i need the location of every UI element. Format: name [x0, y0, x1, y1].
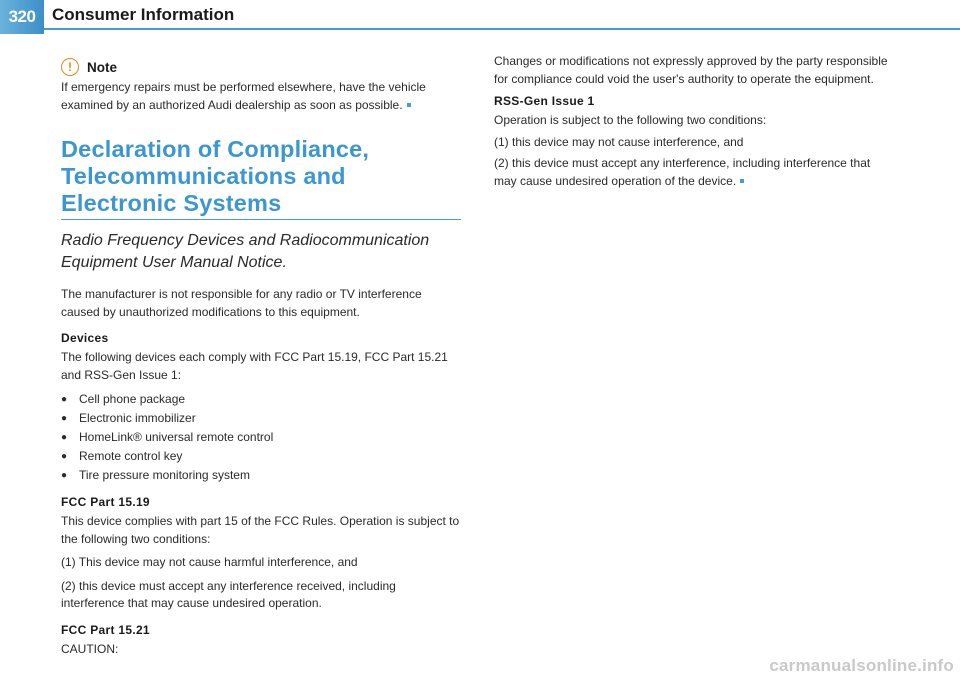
page-header-title: Consumer Information [52, 5, 235, 24]
fcc-15-19-condition-2: (2) this device must accept any interference received, including interference that may cause undesired operation. [61, 578, 396, 610]
note-label: Note [87, 59, 117, 75]
rss-gen-heading: RSS-Gen Issue 1 [494, 94, 595, 108]
end-of-section-marker [407, 103, 411, 107]
header-rule [44, 28, 960, 30]
list-item: ● Electronic immobilizer [61, 411, 196, 425]
devices-text: The following devices each comply with FCC Part 15.19, FCC Part 15.21 and RSS-Gen Issue 1: [61, 350, 448, 382]
note-header [61, 58, 461, 76]
list-item: ● Remote control key [61, 449, 183, 463]
watermark: carmanualsonline.info [769, 656, 954, 675]
exclamation-circle-icon: ! [61, 58, 79, 76]
left-column [61, 58, 461, 664]
caution-label: CAUTION: [61, 641, 119, 656]
list-item: ● Cell phone package [61, 392, 186, 406]
section-subtitle: Radio Frequency Devices and Radiocommunication Equipment User Manual Notice. [61, 232, 430, 271]
note-text [61, 79, 461, 114]
rss-gen-intro: Operation is subject to the following two conditions: [494, 113, 767, 127]
list-item: ● Tire pressure monitoring system [61, 468, 250, 482]
fcc-15-19-heading: FCC Part 15.19 [61, 495, 150, 509]
title-rule [61, 219, 461, 220]
fcc-15-19-text: This device complies with part 15 of the FCC Rules. Operation is subject to the following two conditions: [61, 514, 460, 546]
rss-gen-condition-2: (2) this device must accept any interference, including interference that may cause undesired operation of the device. [494, 156, 871, 188]
fcc-15-19-condition-1: (1) This device may not cause harmful interference, and [61, 555, 358, 569]
rss-gen-condition-1: (1) this device may not cause interference, and [494, 134, 744, 149]
fcc-15-21-heading: FCC Part 15.21 [61, 622, 150, 637]
intro-paragraph: The manufacturer is not responsible for any radio or TV interference caused by unauthorized modifications to this equipment. [61, 287, 422, 319]
section-title: Declaration of Compliance, Telecommunications and Electronic Systems [61, 136, 370, 216]
list-item: ● HomeLink® universal remote control [61, 430, 274, 444]
changes-paragraph: Changes or modifications not expressly approved by the party responsible for compliance could void the user's authority to operate the equipment. [494, 54, 888, 86]
devices-heading: Devices [61, 331, 109, 345]
page-number: 320 [0, 0, 44, 34]
end-of-section-marker [740, 179, 744, 183]
right-column [494, 53, 894, 194]
note-body: If emergency repairs must be performed elsewhere, have the vehicle examined by an authorized Audi dealership as soon as possible. [61, 80, 426, 112]
device-list [61, 390, 461, 485]
